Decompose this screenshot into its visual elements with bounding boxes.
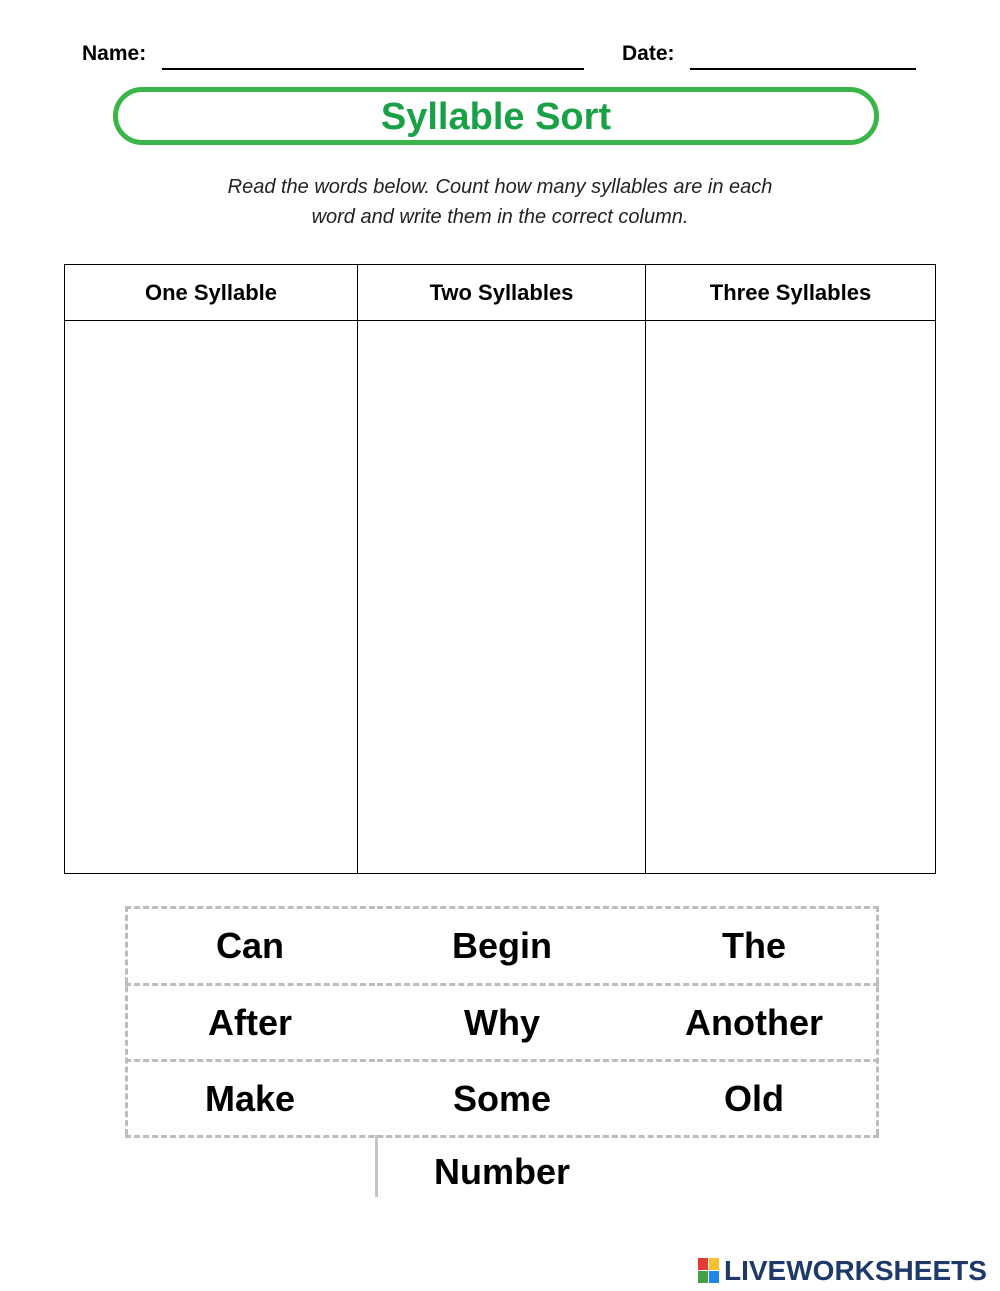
word-card[interactable]: Can <box>125 906 375 982</box>
word-card[interactable]: Some <box>377 1059 627 1135</box>
column-two-syllables <box>358 265 646 873</box>
column-header: One Syllable <box>65 265 357 321</box>
cut-line <box>125 1135 879 1138</box>
instructions <box>150 172 850 232</box>
liveworksheets-icon <box>698 1258 720 1284</box>
word-card[interactable]: Make <box>125 1059 375 1135</box>
instructions-line-2: word and write them in the correct column. <box>311 206 689 228</box>
column-header: Two Syllables <box>358 265 645 321</box>
cut-line <box>375 1135 378 1197</box>
instructions-line-1: Read the words below. Count how many syllables are in each <box>227 176 773 198</box>
column-header: Three Syllables <box>646 265 935 321</box>
drop-zone-three-syllables[interactable] <box>646 321 935 873</box>
header-row <box>82 40 922 72</box>
drop-zone-one-syllable[interactable] <box>65 321 357 873</box>
cut-line <box>125 906 128 1135</box>
sort-table <box>64 264 936 874</box>
liveworksheets-logo <box>698 1254 987 1288</box>
drop-zone-two-syllables[interactable] <box>358 321 645 873</box>
word-card[interactable]: After <box>125 983 375 1059</box>
word-card[interactable]: Number <box>377 1135 627 1205</box>
cut-line <box>876 906 879 1135</box>
word-card[interactable]: The <box>629 906 879 982</box>
word-card[interactable]: Old <box>629 1059 879 1135</box>
word-card[interactable]: Begin <box>377 906 627 982</box>
column-one-syllable <box>65 265 358 873</box>
name-field[interactable] <box>162 68 584 70</box>
title-banner <box>113 87 879 145</box>
date-label: Date: <box>622 42 675 65</box>
word-card[interactable]: Why <box>377 983 627 1059</box>
date-field[interactable] <box>690 68 916 70</box>
word-card[interactable]: Another <box>629 983 879 1059</box>
name-label: Name: <box>82 42 147 65</box>
brand-text: LIVEWORKSHEETS <box>724 1255 987 1286</box>
page-title: Syllable Sort <box>380 96 612 138</box>
column-three-syllables <box>646 265 935 873</box>
word-bank <box>125 906 880 1206</box>
